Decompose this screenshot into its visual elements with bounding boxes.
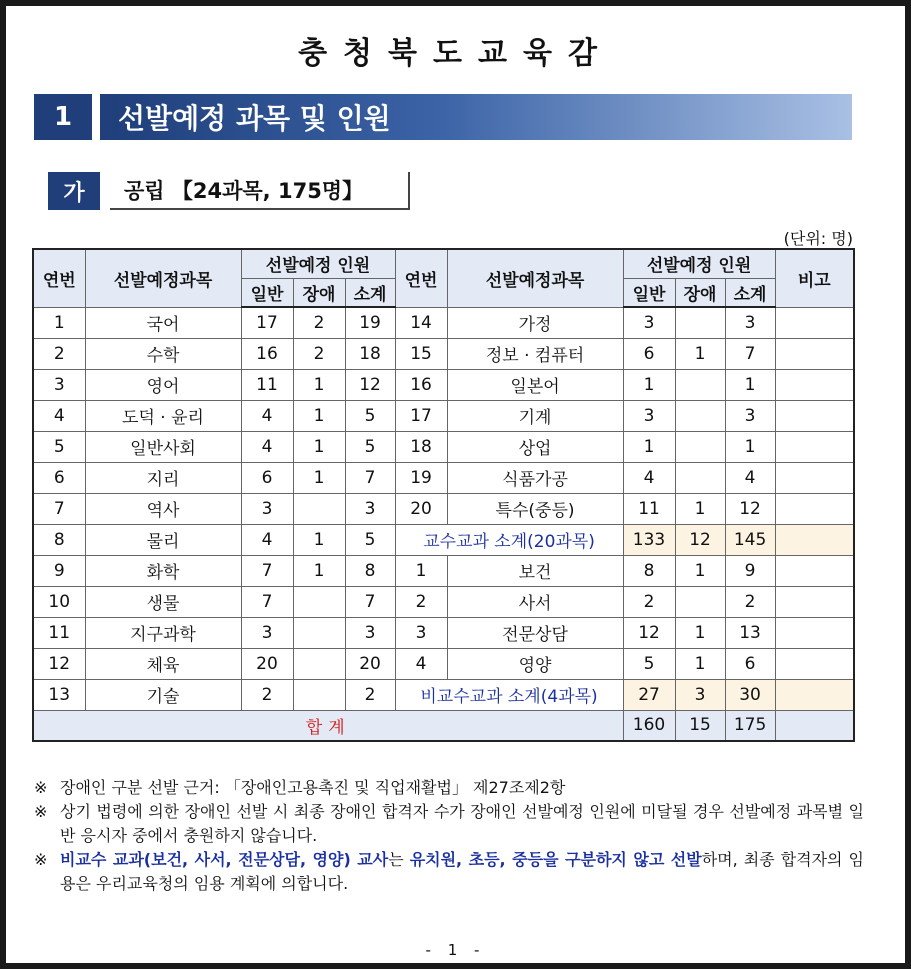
table-row <box>33 617 854 648</box>
cell-general: 20 <box>241 648 293 679</box>
cell-subject: 전문상담 <box>447 617 623 648</box>
cell-general: 16 <box>241 338 293 369</box>
cell-subject: 국어 <box>85 307 241 338</box>
subsection-number: 가 <box>48 172 100 210</box>
cell-subject: 일반사회 <box>85 431 241 462</box>
note-highlight: 유치원, 초등, 중등을 구분하지 않고 선발 <box>409 850 702 869</box>
teaching-subtotal-label: 교수교과 소계(20과목) <box>395 524 623 555</box>
cell-subtotal: 2 <box>345 679 395 710</box>
cell-disabled: 1 <box>675 338 725 369</box>
nonteaching-subtotal-disabled: 3 <box>675 679 725 710</box>
cell-disabled: 1 <box>293 462 345 493</box>
cell-subject: 물리 <box>85 524 241 555</box>
cell-note <box>775 431 854 462</box>
cell-note <box>775 679 854 710</box>
teaching-subtotal-disabled: 12 <box>675 524 725 555</box>
cell-disabled: 1 <box>293 524 345 555</box>
cell-general: 6 <box>623 338 675 369</box>
cell-disabled: 2 <box>293 338 345 369</box>
cell-general: 4 <box>241 400 293 431</box>
header-disabled: 장애 <box>293 278 345 307</box>
header-no: 연번 <box>33 249 85 307</box>
nonteaching-subtotal-general: 27 <box>623 679 675 710</box>
cell-no: 5 <box>33 431 85 462</box>
notes <box>34 776 864 896</box>
cell-subject: 도덕 · 윤리 <box>85 400 241 431</box>
cell-disabled <box>675 307 725 338</box>
cell-subject: 지리 <box>85 462 241 493</box>
note-mark: ※ <box>34 778 48 797</box>
cell-note <box>775 586 854 617</box>
cell-no: 9 <box>33 555 85 586</box>
cell-subtotal: 19 <box>345 307 395 338</box>
header-subject: 선발예정과목 <box>85 249 241 307</box>
cell-no: 4 <box>33 400 85 431</box>
note-item <box>34 848 864 896</box>
teaching-subtotal-sum: 145 <box>725 524 775 555</box>
table-row <box>33 679 854 710</box>
cell-no: 19 <box>395 462 447 493</box>
note-highlight: 비교수 교과(보건, 사서, 전문상담, 영양) 교사 <box>60 850 389 869</box>
cell-disabled <box>675 369 725 400</box>
cell-disabled <box>675 586 725 617</box>
cell-subject: 식품가공 <box>447 462 623 493</box>
cell-note <box>775 524 854 555</box>
cell-note <box>775 462 854 493</box>
cell-disabled: 1 <box>675 648 725 679</box>
cell-general: 3 <box>241 493 293 524</box>
cell-no: 14 <box>395 307 447 338</box>
cell-subject: 화학 <box>85 555 241 586</box>
total-label: 합계 <box>33 710 623 741</box>
cell-note <box>775 369 854 400</box>
cell-note <box>775 555 854 586</box>
cell-subject: 영양 <box>447 648 623 679</box>
cell-no: 15 <box>395 338 447 369</box>
cell-subtotal: 12 <box>345 369 395 400</box>
table-row <box>33 400 854 431</box>
subsection-header <box>48 172 410 212</box>
cell-subtotal: 3 <box>725 307 775 338</box>
cell-subject: 가정 <box>447 307 623 338</box>
header-general: 일반 <box>623 278 675 307</box>
cell-no: 6 <box>33 462 85 493</box>
cell-subject: 영어 <box>85 369 241 400</box>
cell-subtotal: 8 <box>345 555 395 586</box>
cell-no: 8 <box>33 524 85 555</box>
header-note: 비고 <box>775 249 854 307</box>
cell-no: 1 <box>33 307 85 338</box>
cell-subject: 특수(중등) <box>447 493 623 524</box>
cell-no: 2 <box>33 338 85 369</box>
table-row <box>33 462 854 493</box>
cell-note <box>775 710 854 741</box>
cell-subject: 수학 <box>85 338 241 369</box>
cell-general: 7 <box>241 555 293 586</box>
cell-general: 1 <box>623 369 675 400</box>
cell-no: 3 <box>33 369 85 400</box>
table-row <box>33 431 854 462</box>
section-header <box>34 94 852 140</box>
cell-general: 17 <box>241 307 293 338</box>
total-general: 160 <box>623 710 675 741</box>
total-row <box>33 710 854 741</box>
cell-subtotal: 1 <box>725 369 775 400</box>
cell-general: 12 <box>623 617 675 648</box>
note-item <box>34 800 864 848</box>
cell-subtotal: 5 <box>345 400 395 431</box>
cell-general: 7 <box>241 586 293 617</box>
cell-disabled: 2 <box>293 307 345 338</box>
cell-general: 4 <box>241 431 293 462</box>
cell-no: 13 <box>33 679 85 710</box>
cell-no: 2 <box>395 586 447 617</box>
header-general: 일반 <box>241 278 293 307</box>
table-row <box>33 586 854 617</box>
cell-subtotal: 4 <box>725 462 775 493</box>
cell-subtotal: 7 <box>345 462 395 493</box>
document-page <box>6 6 905 963</box>
cell-subtotal: 12 <box>725 493 775 524</box>
cell-subtotal: 7 <box>345 586 395 617</box>
unit-label: (단위: 명) <box>783 229 853 248</box>
subsection-title: 공립 【24과목, 175명】 <box>110 172 410 210</box>
table-row <box>33 555 854 586</box>
cell-disabled <box>293 648 345 679</box>
cell-disabled <box>675 431 725 462</box>
cell-subtotal: 5 <box>345 431 395 462</box>
table-row <box>33 648 854 679</box>
cell-disabled: 1 <box>293 555 345 586</box>
note-text: 상기 법령에 의한 장애인 선발 시 최종 장애인 합격자 수가 장애인 선발예정 인원에 미달될 경우 선발예정 과목별 일반 응시자 중에서 충원하지 않습니다. <box>60 802 864 845</box>
note-item <box>34 776 864 800</box>
cell-subject: 생물 <box>85 586 241 617</box>
cell-no: 16 <box>395 369 447 400</box>
cell-general: 5 <box>623 648 675 679</box>
cell-general: 11 <box>623 493 675 524</box>
cell-subject: 정보 · 컴퓨터 <box>447 338 623 369</box>
cell-general: 4 <box>241 524 293 555</box>
table-row <box>33 307 854 338</box>
cell-no: 4 <box>395 648 447 679</box>
note-mark: ※ <box>34 850 48 869</box>
cell-general: 3 <box>623 400 675 431</box>
cell-subject: 일본어 <box>447 369 623 400</box>
cell-general: 3 <box>241 617 293 648</box>
cell-disabled <box>675 462 725 493</box>
cell-note <box>775 338 854 369</box>
header-disabled: 장애 <box>675 278 725 307</box>
cell-note <box>775 648 854 679</box>
cell-note <box>775 307 854 338</box>
table-header <box>33 249 854 307</box>
cell-subtotal: 3 <box>345 493 395 524</box>
cell-no: 18 <box>395 431 447 462</box>
cell-subject: 역사 <box>85 493 241 524</box>
cell-disabled: 1 <box>675 555 725 586</box>
cell-general: 11 <box>241 369 293 400</box>
cell-general: 1 <box>623 431 675 462</box>
cell-no: 7 <box>33 493 85 524</box>
cell-disabled <box>293 586 345 617</box>
note-text: 장애인 구분 선발 근거: 「장애인고용촉진 및 직업재활법」 제27조제2항 <box>60 778 566 797</box>
note-fragment: 하며, 최종 합격자의 임용은 우리교육청의 임용 계획에 의합니다. <box>60 850 864 893</box>
cell-subtotal: 2 <box>725 586 775 617</box>
cell-subtotal: 7 <box>725 338 775 369</box>
cell-general: 4 <box>623 462 675 493</box>
cell-subject: 기계 <box>447 400 623 431</box>
header-subtotal: 소계 <box>345 278 395 307</box>
cell-subtotal: 3 <box>725 400 775 431</box>
cell-disabled: 1 <box>675 493 725 524</box>
cell-subject: 기술 <box>85 679 241 710</box>
cell-disabled: 1 <box>293 400 345 431</box>
cell-subject: 상업 <box>447 431 623 462</box>
cell-no: 11 <box>33 617 85 648</box>
section-number: 1 <box>34 94 92 140</box>
cell-note <box>775 493 854 524</box>
table-row <box>33 369 854 400</box>
cell-no: 20 <box>395 493 447 524</box>
cell-no: 10 <box>33 586 85 617</box>
nonteaching-subtotal-sum: 30 <box>725 679 775 710</box>
cell-subtotal: 18 <box>345 338 395 369</box>
note-text <box>60 848 864 896</box>
page-number: - 1 - <box>425 941 486 959</box>
cell-general: 3 <box>623 307 675 338</box>
cell-subtotal: 5 <box>345 524 395 555</box>
header-quota: 선발예정 인원 <box>241 249 395 278</box>
table-row <box>33 338 854 369</box>
cell-note <box>775 400 854 431</box>
cell-subject: 보건 <box>447 555 623 586</box>
cell-no: 12 <box>33 648 85 679</box>
document-title: 충청북도교육감 <box>298 36 613 71</box>
cell-subtotal: 20 <box>345 648 395 679</box>
nonteaching-subtotal-label: 비교수교과 소계(4과목) <box>395 679 623 710</box>
cell-general: 2 <box>623 586 675 617</box>
header-quota: 선발예정 인원 <box>623 249 775 278</box>
quota-table <box>32 248 855 742</box>
cell-subject: 사서 <box>447 586 623 617</box>
cell-disabled <box>675 400 725 431</box>
cell-no: 17 <box>395 400 447 431</box>
cell-disabled: 1 <box>675 617 725 648</box>
cell-disabled <box>293 617 345 648</box>
note-mark: ※ <box>34 802 48 821</box>
table-row <box>33 493 854 524</box>
cell-general: 8 <box>623 555 675 586</box>
cell-general: 2 <box>241 679 293 710</box>
cell-subtotal: 3 <box>345 617 395 648</box>
table-row <box>33 524 854 555</box>
cell-disabled: 1 <box>293 431 345 462</box>
cell-disabled <box>293 493 345 524</box>
cell-subtotal: 1 <box>725 431 775 462</box>
cell-subtotal: 9 <box>725 555 775 586</box>
header-subject: 선발예정과목 <box>447 249 623 307</box>
teaching-subtotal-general: 133 <box>623 524 675 555</box>
cell-subject: 지구과학 <box>85 617 241 648</box>
cell-note <box>775 617 854 648</box>
header-subtotal: 소계 <box>725 278 775 307</box>
cell-no: 1 <box>395 555 447 586</box>
total-sum: 175 <box>725 710 775 741</box>
cell-subtotal: 6 <box>725 648 775 679</box>
section-title: 선발예정 과목 및 인원 <box>100 94 852 140</box>
header-no: 연번 <box>395 249 447 307</box>
note-fragment: 는 <box>388 850 410 869</box>
cell-subtotal: 13 <box>725 617 775 648</box>
cell-no: 3 <box>395 617 447 648</box>
total-disabled: 15 <box>675 710 725 741</box>
cell-disabled <box>293 679 345 710</box>
cell-disabled: 1 <box>293 369 345 400</box>
cell-subject: 체육 <box>85 648 241 679</box>
cell-general: 6 <box>241 462 293 493</box>
